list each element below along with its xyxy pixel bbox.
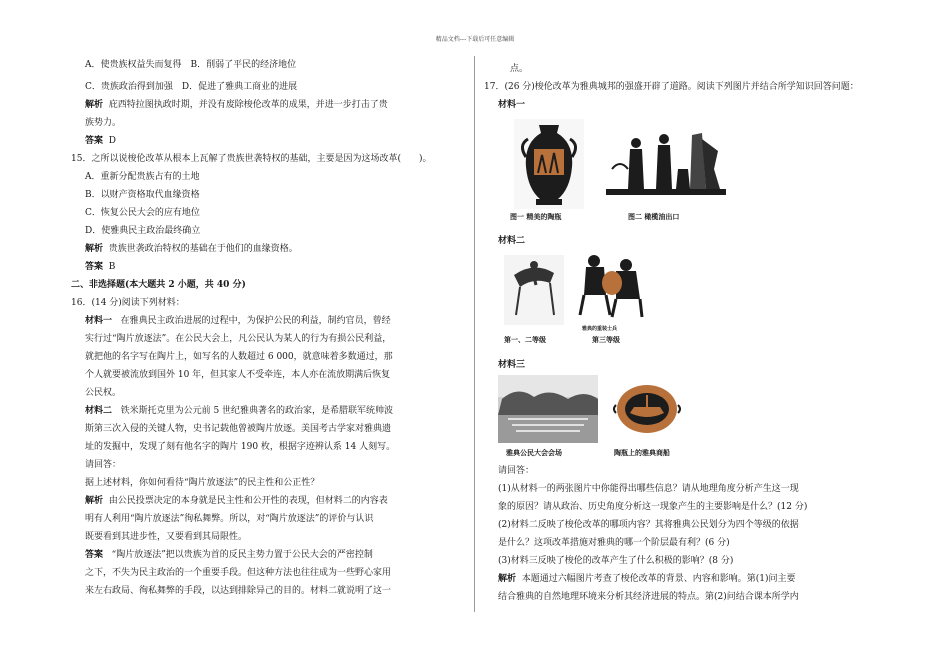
figure-6-caption: 陶瓶上的雅典商船 — [614, 449, 670, 457]
amphora-image — [514, 119, 584, 209]
material-label: 材料一 — [85, 316, 113, 326]
material-1-heading: 材料一 — [498, 100, 526, 110]
material-2 — [85, 405, 393, 417]
figure-4-caption: 第三等级 — [592, 336, 620, 344]
analysis-text: 庇西特拉图执政时期，并没有废除梭伦改革的成果，并进一步打击了贵 — [108, 100, 388, 110]
option-b: B．以财产资格取代血缘资格 — [85, 190, 200, 200]
assembly-site-image — [498, 375, 598, 443]
analysis-text: 本题通过六幅图片考查了梭伦改革的背景、内容和影响。第(1)问主要 — [521, 574, 796, 584]
analysis-text: 贵族世袭政治特权的基础在于他们的血缘资格。 — [108, 244, 298, 254]
option-a: A．重新分配贵族占有的土地 — [85, 172, 200, 182]
sub-question-1-line: 象的原因？请从政治、历史角度分析这一现象产生的主要影响是什么？(12 分) — [498, 502, 808, 512]
hoplites-image — [576, 251, 646, 321]
prompt: 请回答： — [498, 466, 535, 476]
option-cd: C．贵族政治得到加强 D．促进了雅典工商业的进展 — [85, 82, 298, 92]
figure-2-caption: 图二 橄榄油出口 — [628, 213, 680, 221]
figure-5-caption: 雅典公民大会会场 — [506, 449, 562, 457]
question-16: 16．(14 分)阅读下列材料： — [71, 298, 185, 308]
analysis-16-line: 既要看到其进步性，又要看到其局限性。 — [85, 532, 248, 542]
analysis-label: 解析 — [85, 244, 104, 254]
analysis-label: 解析 — [85, 100, 104, 110]
analysis-16-line: 明有人利用“陶片放逐法”徇私舞弊。所以，对“陶片放逐法”的评价与认识 — [85, 514, 374, 524]
material-3-heading: 材料三 — [498, 360, 526, 370]
analysis-14-cont: 族势力。 — [85, 118, 122, 128]
material-text: 铁米斯托克里为公元前 5 世纪雅典著名的政治家，是希腊联军统帅波 — [120, 406, 394, 416]
column-divider — [474, 56, 475, 612]
answer-16 — [85, 549, 373, 561]
answer-label: 答案 — [85, 136, 104, 146]
figure-3-caption: 第一、二等级 — [504, 336, 546, 344]
answer-label: 答案 — [85, 262, 104, 272]
olive-oil-export-image — [606, 129, 726, 209]
sub-question-3: (3)材料三反映了梭伦的改革产生了什么积极的影响？(8 分) — [498, 556, 734, 566]
analysis-17-line: 结合雅典的自然地理环境来分析其经济进展的特点。第(2)问结合课本所学内 — [498, 592, 799, 602]
material-1-line: 就把他的名字写在陶片上，如写名的人数超过 6 000，就意味着多数通过，那 — [85, 352, 393, 362]
sub-question-2-line: 是什么？这项改革措施对雅典的哪一个阶层最有利？(6 分) — [498, 538, 730, 548]
material-1 — [85, 315, 391, 327]
answer-14 — [85, 135, 116, 147]
question-17: 17．(26 分)梭伦改革为雅典城邦的强盛开辟了道路。阅读下列图片并结合所学知识回答问题： — [484, 82, 859, 92]
analysis-label: 解析 — [85, 496, 104, 506]
answer-16-line: 之下，不失为民主政治的一个重要手段。但这种方法也往往成为一些野心家用 — [85, 568, 392, 578]
material-1-line: 公民权。 — [85, 388, 122, 398]
material-label: 材料二 — [85, 406, 113, 416]
prompt: 请回答： — [85, 460, 122, 470]
material-2-line: 址的发掘中，发现了刻有他名字的陶片 190 枚，根据字迹辨认系 14 人刻写。 — [85, 442, 396, 452]
answer-value: D — [108, 136, 116, 146]
option-c: C．恢复公民大会的应有地位 — [85, 208, 200, 218]
answer-value: B — [108, 262, 116, 272]
analysis-label: 解析 — [498, 574, 517, 584]
material-1-line: 个人就要被流放到国外 10 年，但其家人不受牵连，本人亦在流放期满后恢复 — [85, 370, 391, 380]
section-heading: 二、非选择题(本大题共 2 小题，共 40 分) — [71, 280, 246, 290]
question-15: 15．之所以说梭伦改革从根本上瓦解了贵族世袭特权的基础，主要是因为这场改革( )。 — [71, 154, 432, 164]
material-text: 在雅典民主政治进展的过程中，为保护公民的利益，制约官员，曾经 — [120, 316, 391, 326]
analysis-16 — [85, 495, 388, 507]
option-d: D．使雅典民主政治最终确立 — [85, 226, 201, 236]
material-2-line: 斯第三次入侵的关键人物，史书记载他曾被陶片放逐。美国考古学家对雅典遗 — [85, 424, 392, 434]
answer-text: “陶片放逐法”把以贵族为首的反民主势力置于公民大会的严密控制 — [111, 550, 373, 560]
page-header: 精品文档---下载后可任意编辑 — [435, 36, 515, 43]
sub-question-2: (2)材料二反映了梭伦改革的哪项内容？其将雅典公民划分为四个等级的依据 — [498, 520, 799, 530]
answer-15 — [85, 261, 115, 273]
horseman-image — [504, 255, 564, 325]
analysis-17 — [498, 573, 796, 585]
merchant-ship-vase-image — [612, 375, 682, 443]
analysis-text: 由公民投票决定的本身就是民主性和公开性的表现，但材料二的内容表 — [108, 496, 388, 506]
analysis-14 — [85, 99, 388, 111]
material-1-line: 实行过“陶片放逐法”。在公民大会上，凡公民认为某人的行为有损公民利益， — [85, 334, 392, 344]
question-text: 据上述材料，你如何看待“陶片放逐法”的民主性和公正性？ — [85, 478, 320, 488]
continued-text: 点。 — [510, 64, 529, 74]
analysis-15 — [85, 243, 298, 255]
option-ab: A．使贵族权益失而复得 B．削弱了平民的经济地位 — [85, 60, 297, 70]
answer-label: 答案 — [85, 550, 104, 560]
material-2-heading: 材料二 — [498, 236, 526, 246]
figure-1-caption: 图一 精美的陶瓶 — [510, 213, 562, 221]
sub-question-1: (1)从材料一的两张图片中你能得出哪些信息？请从地理角度分析产生这一现 — [498, 484, 799, 494]
figure-4-subcaption: 雅典的重装士兵 — [582, 326, 618, 332]
answer-16-line: 来左右政局、徇私舞弊的手段，以达到排除异己的目的。材料二就说明了这一 — [85, 586, 392, 596]
